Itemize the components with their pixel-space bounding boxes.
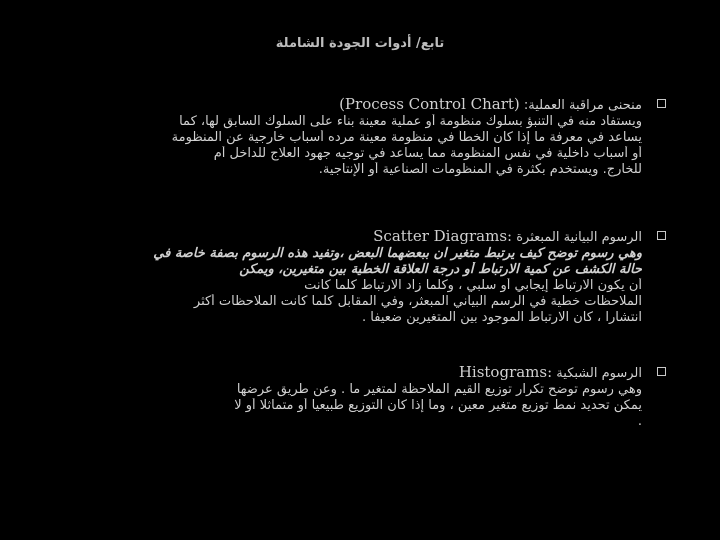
paragraph-line: حالة الكشف عن كمية الارتباط أو درجة العلاقة الخطية بين متغيرين، ويمكن <box>239 262 642 277</box>
paragraph-line: ويستفاد منه في التنبؤ بسلوك منظومة أو عملية معينة بناء على السلوك السابق لها، كما <box>179 114 642 129</box>
bullet-heading-english: Scatter Diagrams: <box>373 228 513 245</box>
bullet-text <box>70 364 642 430</box>
paragraph-line: وهي رسوم توضح تكرار توزيع القيم الملاحظة لمتغير ما . وعن طريق عرضها <box>236 382 642 397</box>
bullet-scatter-diagrams <box>0 228 720 326</box>
bullet-text <box>70 228 642 326</box>
square-bullet-icon <box>657 367 666 376</box>
bullet-heading-arabic: الرسوم الشبكية <box>556 366 642 381</box>
square-bullet-icon <box>657 99 666 108</box>
paragraph-line: الملاحظات خطية في الرسم البياني المبعثر، وفي المقابل كلما كانت الملاحظات أكثر <box>193 294 642 309</box>
bullet-heading-line <box>70 228 642 246</box>
bullet-heading-line <box>70 96 642 114</box>
paragraph-line: . <box>637 414 642 429</box>
bullet-heading-english: (Process Control Chart) <box>339 96 520 113</box>
paragraph-line: يساعد في معرفة ما إذا كان الخطأ في منظومة معينة مرده أسباب خارجية عن المنظومة <box>171 130 642 145</box>
paragraph-line: أو أسباب داخلية في نفس المنظومة مما يساعد في توجيه جهود العلاج للداخل أم <box>213 146 642 161</box>
paragraph-line: للخارج. ويستخدم بكثرة في المنظومات الصناعية أو الإنتاجية. <box>318 162 642 177</box>
bullet-heading-arabic: منحنى مراقبة العملية: <box>523 98 642 113</box>
paragraph-line: أن يكون الارتباط إيجابي أو سلبي ، وكلما زاد الارتباط كلما كانت <box>304 278 642 293</box>
bullet-process-control-chart <box>0 96 720 178</box>
bullet-heading-english: Histograms: <box>458 364 553 381</box>
square-bullet-icon <box>657 231 666 240</box>
slide-title: تابع/ أدوات الجودة الشاملة <box>275 36 445 51</box>
paragraph-line: يمكن تحديد نمط توزيع متغير معين ، وما إذا كان التوزيع طبيعيا أو متماثلا أو لا <box>234 398 642 413</box>
bullet-heading-line <box>70 364 642 382</box>
paragraph-line: انتشارا ، كان الارتباط الموجود بين المتغيرين ضعيفا . <box>362 310 642 325</box>
bullet-text <box>70 96 642 178</box>
bullet-heading-arabic: الرسوم البيانية المبعثرة <box>516 230 642 245</box>
paragraph-line: وهي رسوم توضح كيف يرتبط متغير ان ببعضهما البعض ،وتفيد هذه الرسوم بصفة خاصة في <box>153 246 642 261</box>
bullet-histograms <box>0 364 720 430</box>
